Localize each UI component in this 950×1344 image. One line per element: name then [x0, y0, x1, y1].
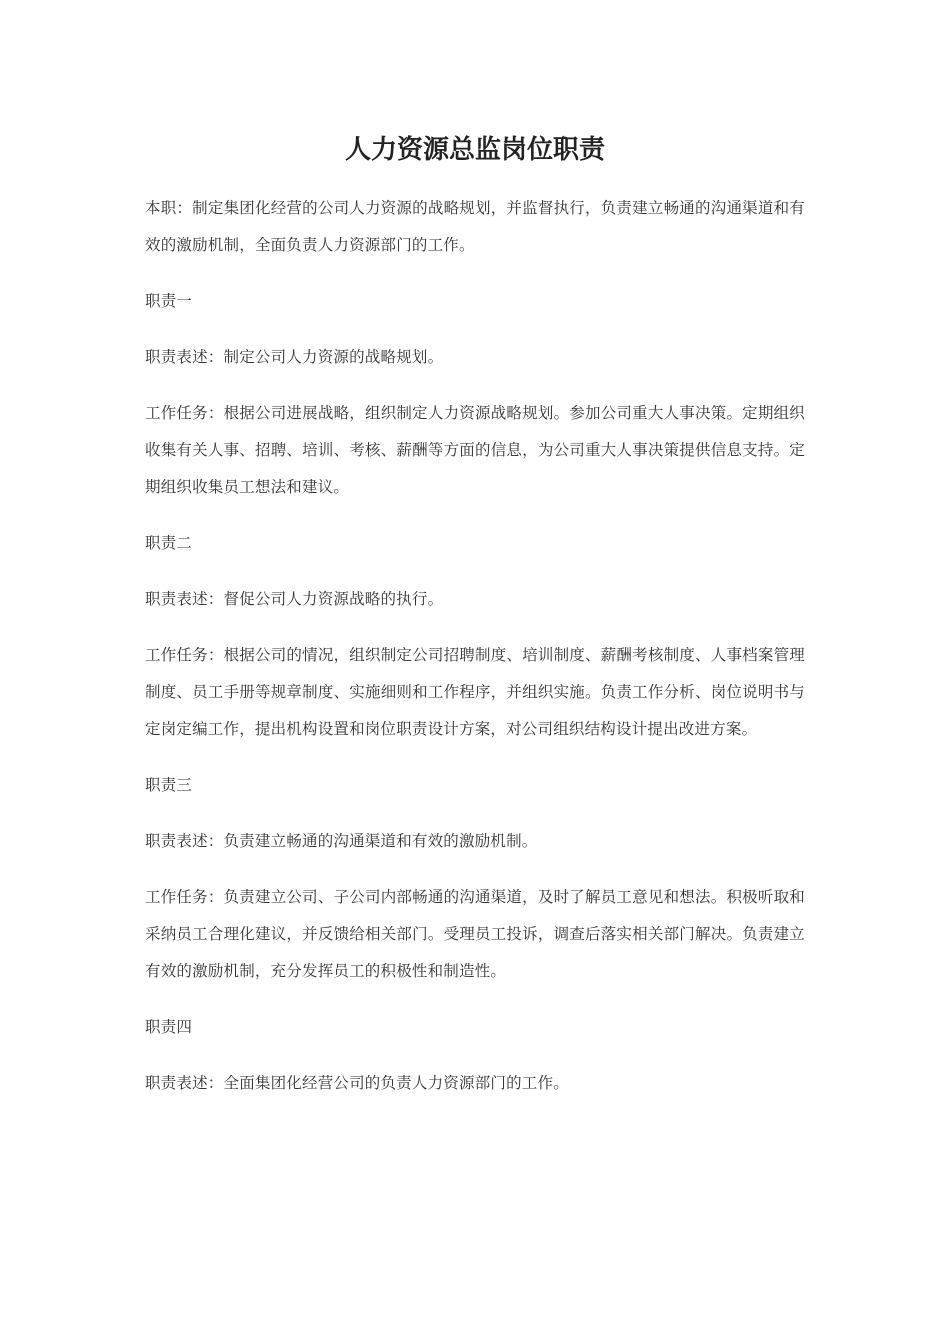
section-heading-duty-4: 职责四	[145, 1018, 193, 1036]
document-body	[145, 190, 805, 1121]
document-title: 人力资源总监岗位职责	[344, 135, 605, 165]
paragraph-duty-2-statement: 职责表述：督促公司人力资源战略的执行。	[145, 590, 444, 608]
paragraph-duty-2-tasks: 工作任务：根据公司的情况，组织制定公司招聘制度、培训制度、薪酬考核制度、人事档案管理制度、员工手册等规章制度、实施细则和工作程序，并组织实施。负责工作分析、岗位说明书与定岗定编工作，提出机构设置和岗位职责设计方案，对公司组织结构设计提出改进方案。	[145, 646, 805, 738]
section-heading-duty-1: 职责一	[145, 292, 193, 310]
section-heading-duty-2: 职责二	[145, 534, 193, 552]
paragraph-summary: 本职：制定集团化经营的公司人力资源的战略规划，并监督执行，负责建立畅通的沟通渠道和有效的激励机制，全面负责人力资源部门的工作。	[145, 199, 805, 254]
paragraph-duty-4-statement: 职责表述：全面集团化经营公司的负责人力资源部门的工作。	[145, 1074, 569, 1092]
paragraph-duty-3-tasks: 工作任务：负责建立公司、子公司内部畅通的沟通渠道，及时了解员工意见和想法。积极听取和采纳员工合理化建议，并反馈给相关部门。受理员工投诉，调查后落实相关部门解决。负责建立有效的激励机制，充分发挥员工的积极性和制造性。	[145, 888, 805, 980]
section-heading-duty-3: 职责三	[145, 776, 193, 794]
paragraph-duty-3-statement: 职责表述：负责建立畅通的沟通渠道和有效的激励机制。	[145, 832, 538, 850]
paragraph-duty-1-statement: 职责表述：制定公司人力资源的战略规划。	[145, 348, 444, 366]
paragraph-duty-1-tasks: 工作任务：根据公司进展战略，组织制定人力资源战略规划。参加公司重大人事决策。定期组织收集有关人事、招聘、培训、考核、薪酬等方面的信息，为公司重大人事决策提供信息支持。定期组织收集员工想法和建议。	[145, 404, 805, 496]
